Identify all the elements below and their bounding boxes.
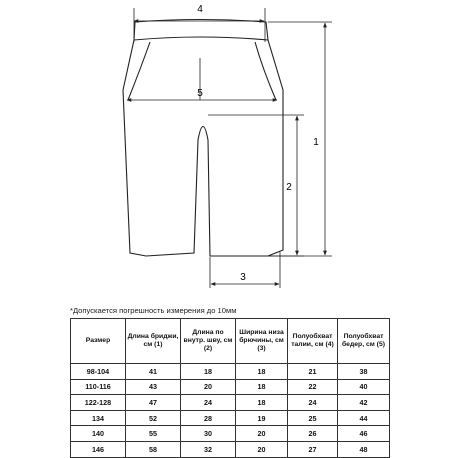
dimension-label-4: 4 (197, 4, 203, 15)
header-size: Размер (71, 319, 126, 364)
header-leg-width: Ширина низа брючины, см (3) (236, 319, 288, 364)
table-cell: 48 (338, 441, 390, 457)
table-cell: 122-128 (71, 395, 126, 411)
table-header-row (71, 319, 390, 364)
table-cell: 26 (288, 426, 338, 442)
dimension-label-1: 1 (313, 137, 319, 148)
table-cell: 20 (181, 379, 236, 395)
shorts-outline (123, 20, 283, 257)
table-cell: 30 (181, 426, 236, 442)
table-cell: 47 (126, 395, 181, 411)
table-cell: 18 (236, 395, 288, 411)
dimension-label-3: 3 (240, 272, 246, 283)
table-cell: 43 (126, 379, 181, 395)
table-cell: 27 (288, 441, 338, 457)
table-cell: 38 (338, 364, 390, 380)
table-cell: 58 (126, 441, 181, 457)
table-cell: 32 (181, 441, 236, 457)
table-cell: 19 (236, 410, 288, 426)
size-table (70, 318, 390, 458)
table-row (71, 395, 390, 411)
table-cell: 18 (236, 364, 288, 380)
dimension-label-2: 2 (286, 182, 292, 193)
table-cell: 146 (71, 441, 126, 457)
table-cell: 25 (288, 410, 338, 426)
table-cell: 28 (181, 410, 236, 426)
table-cell: 98-104 (71, 364, 126, 380)
table-cell: 18 (236, 379, 288, 395)
table-row (71, 379, 390, 395)
table-row (71, 410, 390, 426)
table-cell: 40 (338, 379, 390, 395)
table-cell: 20 (236, 426, 288, 442)
header-length: Длина бриджи, см (1) (126, 319, 181, 364)
table-cell: 21 (288, 364, 338, 380)
table-row (71, 364, 390, 380)
header-waist: Полуобхват талии, см (4) (288, 319, 338, 364)
table-cell: 42 (338, 395, 390, 411)
dimension-3-leg-opening (210, 252, 280, 288)
table-cell: 110-116 (71, 379, 126, 395)
table-cell: 46 (338, 426, 390, 442)
table-cell: 41 (126, 364, 181, 380)
table-cell: 134 (71, 410, 126, 426)
dimension-label-5: 5 (197, 88, 203, 99)
table-cell: 24 (288, 395, 338, 411)
table-cell: 52 (126, 410, 181, 426)
table-cell: 140 (71, 426, 126, 442)
table-cell: 55 (126, 426, 181, 442)
header-inseam: Длина по внутр. шву, см (2) (181, 319, 236, 364)
measurement-tolerance-note: *Допускается погрешность измерения до 10мм (70, 306, 237, 315)
table-row (71, 426, 390, 442)
table-row (71, 441, 390, 457)
table-cell: 18 (181, 364, 236, 380)
table-cell: 44 (338, 410, 390, 426)
table-cell: 22 (288, 379, 338, 395)
table-cell: 20 (236, 441, 288, 457)
table-cell: 24 (181, 395, 236, 411)
header-hips: Полуобхват бедер, см (5) (338, 319, 390, 364)
